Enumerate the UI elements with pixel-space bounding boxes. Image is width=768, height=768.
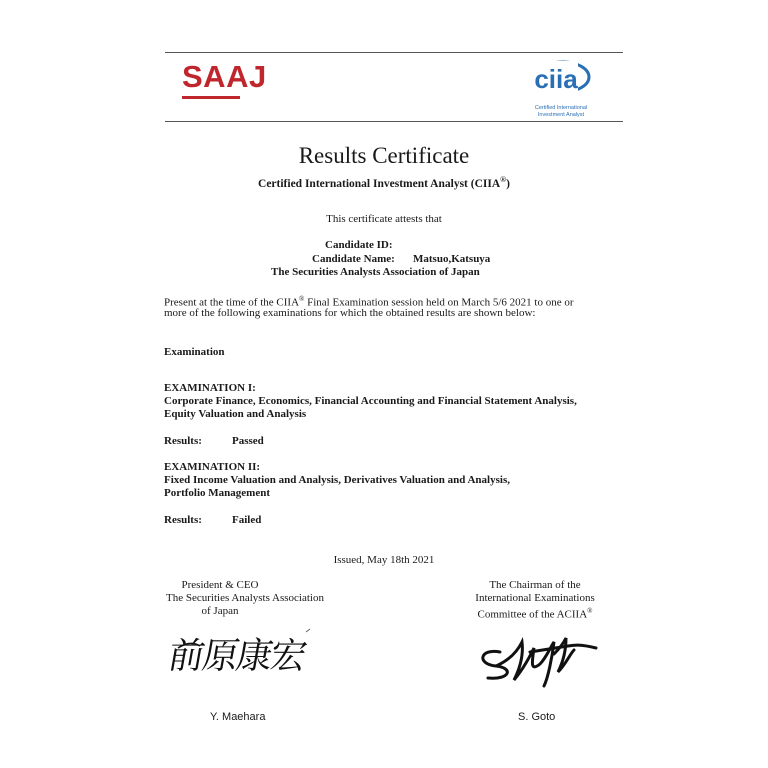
subtitle-end: ) (506, 177, 510, 190)
issued-date: Issued, May 18th 2021 (333, 554, 435, 566)
exam2-subjects-line-1: Fixed Income Valuation and Analysis, Derivatives Valuation and Analysis, (164, 474, 510, 486)
left-signatory-line-3: of Japan (201, 605, 239, 617)
candidate-name-label: Candidate Name: (312, 253, 395, 265)
subtitle-text: Certified International Investment Analyst (CIIA (258, 177, 501, 190)
present-line-1b: Final Examination session held on March 5/6 2021 to one or (304, 296, 574, 309)
left-signatory-line-2: The Securities Analysts Association (166, 592, 324, 604)
attests-line: This certificate attests that (326, 213, 442, 225)
right-signatory-line-2: International Examinations (475, 592, 595, 604)
left-signatory-name: Y. Maehara (210, 711, 266, 723)
ciia-logo-mark (526, 58, 596, 100)
right-signature-image (470, 628, 610, 690)
present-line-1a: Present at the time of the CIIA (164, 296, 300, 309)
certificate-subtitle (0, 175, 768, 190)
candidate-id-label: Candidate ID: (325, 239, 393, 251)
left-signature-image (170, 626, 340, 678)
saaj-logo: SAAJ (182, 59, 267, 94)
ciia-logo-subtitle-1: Certified International (534, 105, 588, 111)
left-signatory-line-1: President & CEO (181, 579, 259, 591)
association-name: The Securities Analysts Association of Japan (271, 266, 480, 278)
right-signatory-line-3 (440, 605, 630, 622)
right-signatory-name: S. Goto (518, 711, 556, 723)
exam1-results-value: Passed (232, 435, 264, 447)
left-signature-glyphs: 前原康宏 (170, 634, 309, 677)
ciia-logo (526, 58, 596, 120)
right-signatory-line-3-text: Committee of the ACIIA (477, 608, 588, 621)
ciia-logo-text: ciia (534, 64, 578, 94)
present-registered-mark: ® (299, 295, 305, 303)
exam2-subjects-line-2: Portfolio Management (164, 487, 270, 499)
present-paragraph-line-2: more of the following examinations for which the obtained results are shown below: (164, 307, 536, 319)
header-bottom-rule (165, 121, 623, 122)
ciia-logo-subtitle-2: Investment Analyst (537, 112, 585, 118)
exam2-title: EXAMINATION II: (164, 461, 261, 473)
header-top-rule (165, 52, 623, 53)
exam1-results-label: Results: (164, 435, 202, 447)
exam1-title: EXAMINATION I: (164, 382, 256, 394)
candidate-name-value: Matsuo,Katsuya (413, 253, 491, 265)
left-signatory-title (150, 579, 340, 618)
certificate-title: Results Certificate (298, 143, 470, 168)
exam2-results-label: Results: (164, 514, 202, 526)
exam1-subjects-line-1: Corporate Finance, Economics, Financial Accounting and Financial Statement Analysis, (164, 395, 577, 407)
subtitle-registered-mark: ® (500, 175, 507, 184)
exam1-subjects-line-2: Equity Valuation and Analysis (164, 408, 307, 420)
right-signatory-line-1: The Chairman of the (489, 579, 581, 591)
right-signatory-title (440, 579, 630, 622)
examination-heading: Examination (164, 346, 225, 358)
exam2-results-value: Failed (232, 514, 262, 526)
saaj-logo-underline (182, 96, 240, 99)
right-registered-mark: ® (587, 607, 593, 615)
